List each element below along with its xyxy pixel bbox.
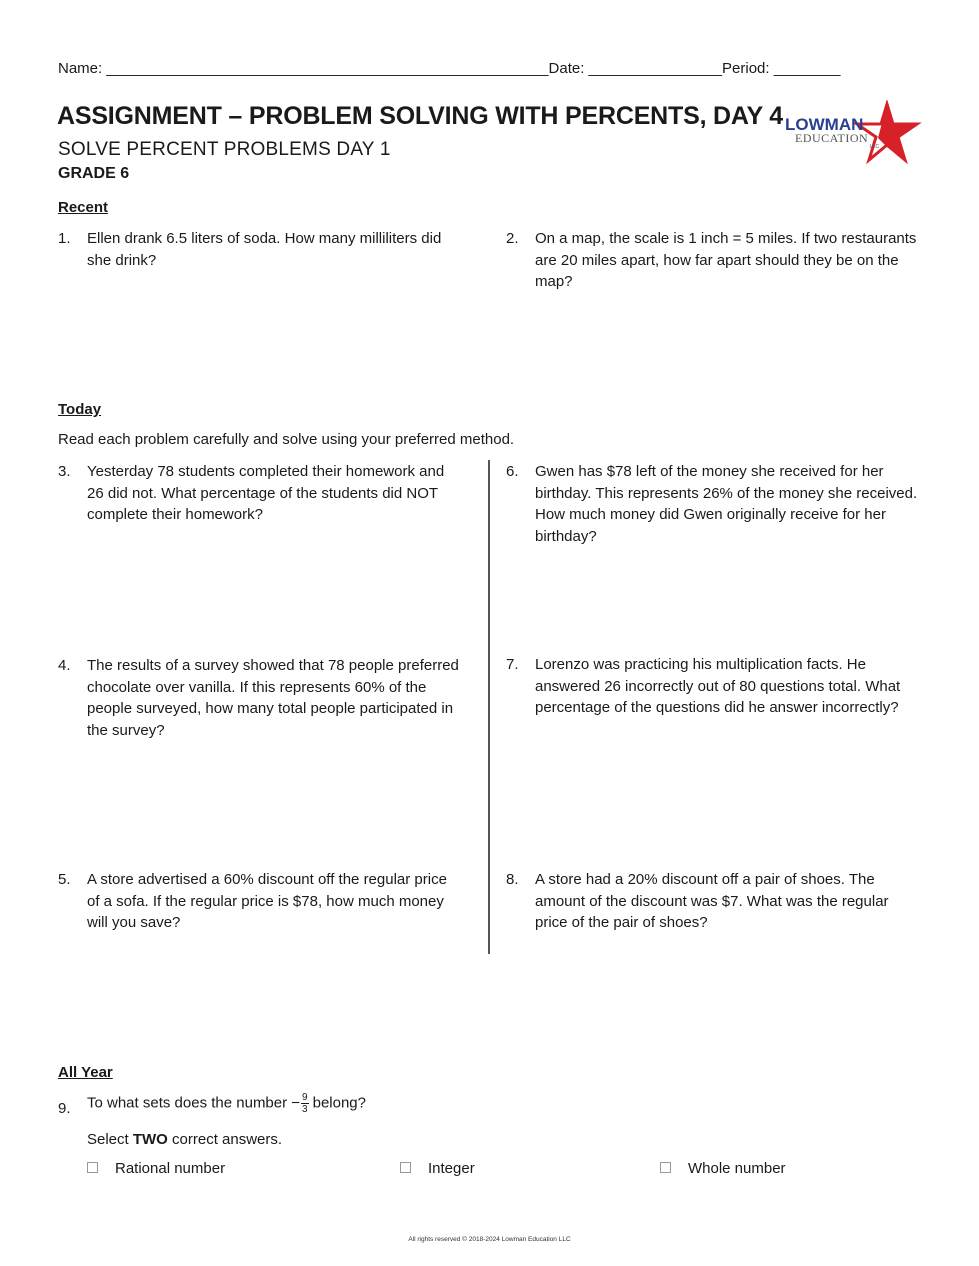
grade-label: GRADE 6 xyxy=(58,165,130,182)
section-today: Today xyxy=(58,401,102,418)
column-divider xyxy=(488,460,490,954)
question-4 xyxy=(58,655,463,745)
select-count: TWO xyxy=(132,1131,168,1148)
select-post: correct answers. xyxy=(167,1131,283,1148)
option-rational-number[interactable] xyxy=(87,1160,225,1177)
question-number: 7. xyxy=(506,656,519,673)
page-subtitle: SOLVE PERCENT PROBLEMS DAY 1 xyxy=(58,139,391,160)
svg-text:LLC: LLC xyxy=(870,144,880,150)
option-label: Integer xyxy=(428,1160,475,1177)
section-recent: Recent xyxy=(58,199,109,216)
question-9 xyxy=(58,1092,558,1122)
name-label: Name: xyxy=(58,60,103,77)
fraction-numerator: 9 xyxy=(302,1092,308,1103)
question-number: 6. xyxy=(506,463,519,480)
question-text-after: belong? xyxy=(312,1094,366,1112)
question-text: Yesterday 78 students completed their homework and 26 did not. What percentage of the students did NOT complete their homework? xyxy=(87,463,445,524)
copyright-footer: All rights reserved © 2018-2024 Lowman Education LLC xyxy=(408,1236,571,1243)
fraction xyxy=(301,1092,309,1115)
question-3 xyxy=(58,461,463,531)
fraction-denominator: 3 xyxy=(302,1104,308,1115)
question-text: On a map, the scale is 1 inch = 5 miles. If two restaurants are 20 miles apart, how far apart should they be on the map? xyxy=(535,230,917,291)
question-6 xyxy=(506,461,920,551)
page-title: ASSIGNMENT – PROBLEM SOLVING WITH PERCENTS, DAY 4 xyxy=(57,102,783,130)
date-label: Date: xyxy=(548,60,585,77)
option-whole-number[interactable] xyxy=(660,1160,786,1177)
question-text: A store had a 20% discount off a pair of shoes. The amount of the discount was $7. What was the regular price of the pair of shoes? xyxy=(535,871,889,932)
today-instructions: Read each problem carefully and solve using your preferred method. xyxy=(58,431,515,448)
question-text: A store advertised a 60% discount off the regular price of a sofa. If the regular price is $78, how much money will you save? xyxy=(87,871,447,932)
question-1 xyxy=(58,228,463,278)
period-field[interactable]: ________ xyxy=(773,60,841,77)
checkbox[interactable] xyxy=(660,1162,671,1173)
question-text: Ellen drank 6.5 liters of soda. How many milliliters did she drink? xyxy=(87,230,442,269)
question-number: 8. xyxy=(506,871,519,888)
question-number: 1. xyxy=(58,230,71,247)
name-field[interactable]: _____________________________________________________ xyxy=(106,60,549,77)
period-label: Period: xyxy=(722,60,770,77)
question-8 xyxy=(506,869,920,939)
question-number: 5. xyxy=(58,871,71,888)
logo-star-icon xyxy=(782,100,922,164)
question-text-before: To what sets does the number − xyxy=(87,1094,301,1112)
option-integer[interactable] xyxy=(400,1160,475,1177)
question-number: 9. xyxy=(58,1100,71,1117)
question-5 xyxy=(58,869,463,939)
svg-text:EDUCATION: EDUCATION xyxy=(795,131,869,145)
date-field[interactable]: ________________ xyxy=(588,60,723,77)
option-label: Whole number xyxy=(688,1160,786,1177)
question-text: Lorenzo was practicing his multiplication facts. He answered 26 incorrectly out of 80 questions total. What percentage of the questions did he answer incorrectly? xyxy=(535,656,901,717)
question-7 xyxy=(506,654,920,744)
question-text xyxy=(87,1092,547,1115)
select-pre: Select xyxy=(87,1131,133,1148)
question-number: 3. xyxy=(58,463,71,480)
question-number: 2. xyxy=(506,230,519,247)
question-number: 4. xyxy=(58,657,71,674)
question-text: Gwen has $78 left of the money she received for her birthday. This represents 26% of the money she received. How much money did Gwen originally receive for her birthday? xyxy=(535,463,918,545)
question-2 xyxy=(506,228,920,298)
option-label: Rational number xyxy=(115,1160,226,1177)
question-text: The results of a survey showed that 78 people preferred chocolate over vanilla. If this represents 60% of the people surveyed, how many total people participated in the survey? xyxy=(87,657,459,739)
checkbox[interactable] xyxy=(87,1162,98,1173)
section-all-year: All Year xyxy=(58,1064,113,1081)
checkbox[interactable] xyxy=(400,1162,411,1173)
svg-text:LOWMAN: LOWMAN xyxy=(785,115,864,134)
lowman-education-logo xyxy=(782,100,922,164)
header-line xyxy=(58,60,918,77)
select-instruction xyxy=(87,1131,282,1148)
